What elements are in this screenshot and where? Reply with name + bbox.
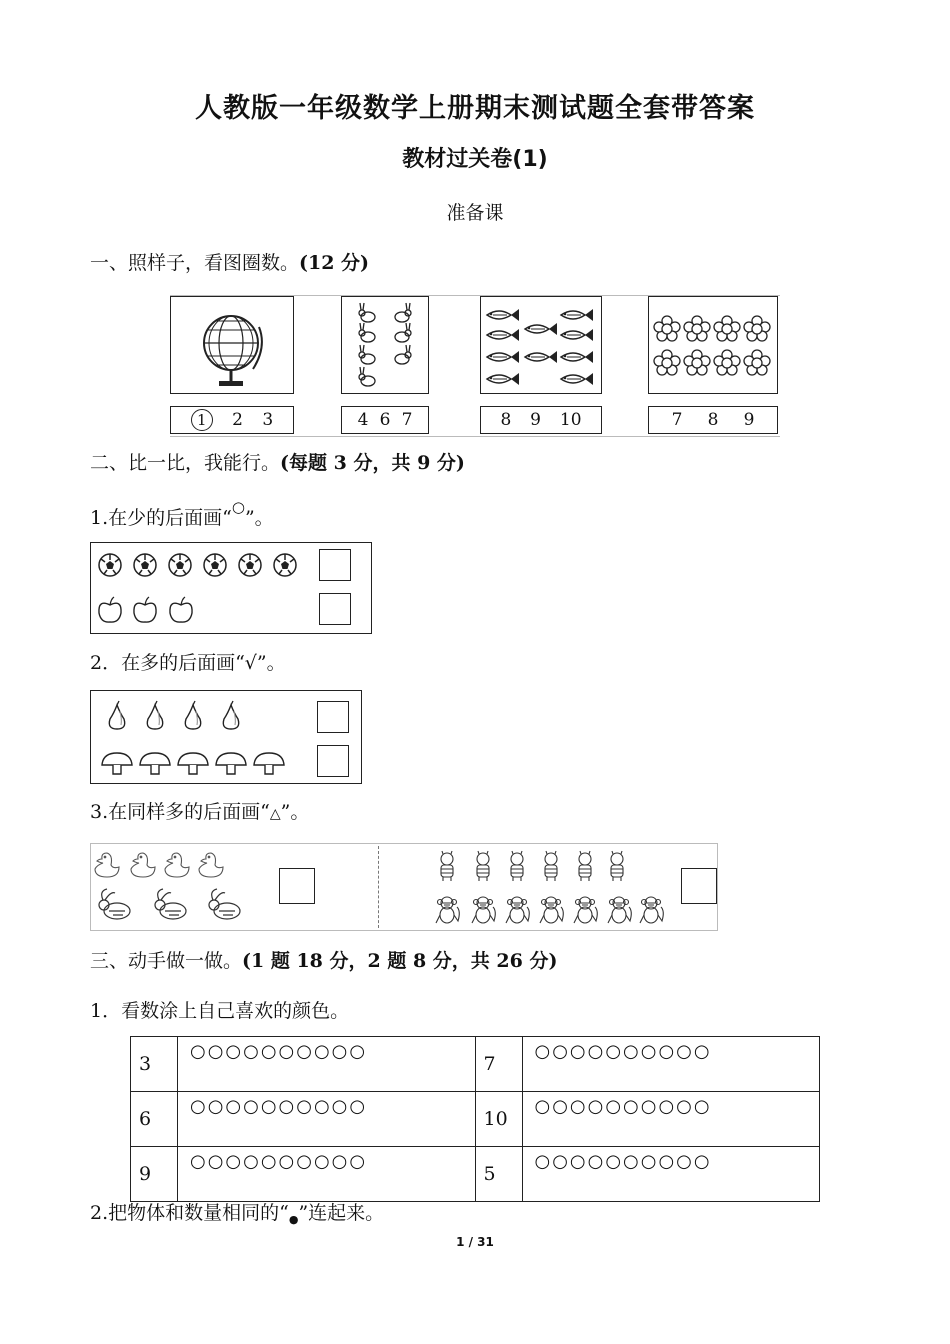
tigers-monkeys-icons	[431, 845, 671, 929]
number-option[interactable]: 8	[500, 410, 512, 430]
globe-icon	[171, 297, 295, 395]
page-number: 1 / 31	[456, 1235, 494, 1249]
answer-box[interactable]	[317, 701, 349, 733]
count-number: 10	[475, 1092, 522, 1147]
number-option[interactable]: 7	[671, 410, 683, 430]
answer-box[interactable]	[317, 745, 349, 777]
section2-heading: 二、比一比，我能行。(每题 3 分，共 9 分)	[90, 452, 465, 474]
circle-row[interactable]: ○○○○○○○○○○	[178, 1147, 476, 1202]
question-3-2: 2.把物体和数量相同的“$_●$”连起来。	[90, 1202, 385, 1226]
number-option[interactable]: 4	[357, 410, 369, 430]
fish-picture	[480, 296, 602, 394]
globe-picture	[170, 296, 294, 394]
question-2-2: 2．在多的后面画“√”。	[90, 652, 286, 674]
table-row	[131, 1092, 820, 1147]
circle-row[interactable]: ○○○○○○○○○○	[522, 1092, 820, 1147]
number-option[interactable]: 10	[559, 410, 582, 430]
circled-number[interactable]: 1	[191, 409, 213, 431]
answer-box[interactable]	[681, 868, 717, 904]
count-panels	[170, 295, 780, 437]
number-option[interactable]: 3	[262, 410, 274, 430]
compare-box-3	[90, 843, 718, 931]
question-2-1: 1.在少的后面画“○”。	[90, 498, 274, 529]
circle-row[interactable]: ○○○○○○○○○○	[522, 1147, 820, 1202]
flower-icon	[649, 297, 779, 395]
section3-heading: 三、动手做一做。(1 题 18 分，2 题 8 分，共 26 分)	[90, 950, 558, 972]
rabbit-icon	[342, 297, 430, 395]
count-number: 3	[131, 1037, 178, 1092]
page-title: 人教版一年级数学上册期末测试题全套带答案	[195, 93, 755, 124]
answer-row-1	[170, 406, 294, 434]
section1-heading: 一、照样子，看图圈数。(12 分)	[90, 252, 370, 274]
pears-mushrooms-icons	[95, 693, 315, 783]
rabbits-picture	[341, 296, 429, 394]
answer-box[interactable]	[319, 549, 351, 581]
number-option[interactable]: 9	[530, 410, 541, 430]
balls-apples-icons	[95, 545, 325, 633]
question-3-1: 1．看数涂上自己喜欢的颜色。	[90, 1000, 350, 1022]
count-number: 5	[475, 1147, 522, 1202]
number-option[interactable]: 2	[232, 410, 243, 430]
answer-box[interactable]	[279, 868, 315, 904]
circle-row[interactable]: ○○○○○○○○○○	[522, 1037, 820, 1092]
answer-box[interactable]	[319, 593, 351, 625]
question-2-3: 3.在同样多的后面画“△”。	[90, 801, 310, 823]
answer-row-3	[480, 406, 602, 434]
count-number: 7	[475, 1037, 522, 1092]
answer-row-2	[341, 406, 429, 434]
table-row	[131, 1037, 820, 1092]
table-row	[131, 1147, 820, 1202]
color-table	[130, 1036, 820, 1202]
lesson-heading: 准备课	[446, 202, 504, 224]
number-option[interactable]: 9	[743, 410, 755, 430]
circle-symbol: ○	[231, 498, 245, 516]
count-number: 6	[131, 1092, 178, 1147]
page-subtitle: 教材过关卷(1)	[402, 147, 548, 172]
circle-row[interactable]: ○○○○○○○○○○	[178, 1092, 476, 1147]
compare-box-1	[90, 542, 372, 634]
dot-symbol: ●	[288, 1213, 299, 1226]
compare-box-2	[90, 690, 362, 784]
divider	[378, 846, 379, 928]
flowers-picture	[648, 296, 778, 394]
number-option[interactable]: 7	[401, 410, 413, 430]
triangle-symbol: △	[269, 806, 281, 822]
count-number: 9	[131, 1147, 178, 1202]
ducks-rabbits-icons	[91, 845, 271, 929]
circle-row[interactable]: ○○○○○○○○○○	[178, 1037, 476, 1092]
answer-row-4	[648, 406, 778, 434]
number-option[interactable]: 8	[707, 410, 719, 430]
number-option[interactable]: 6	[379, 410, 391, 430]
fish-icon	[481, 297, 603, 395]
